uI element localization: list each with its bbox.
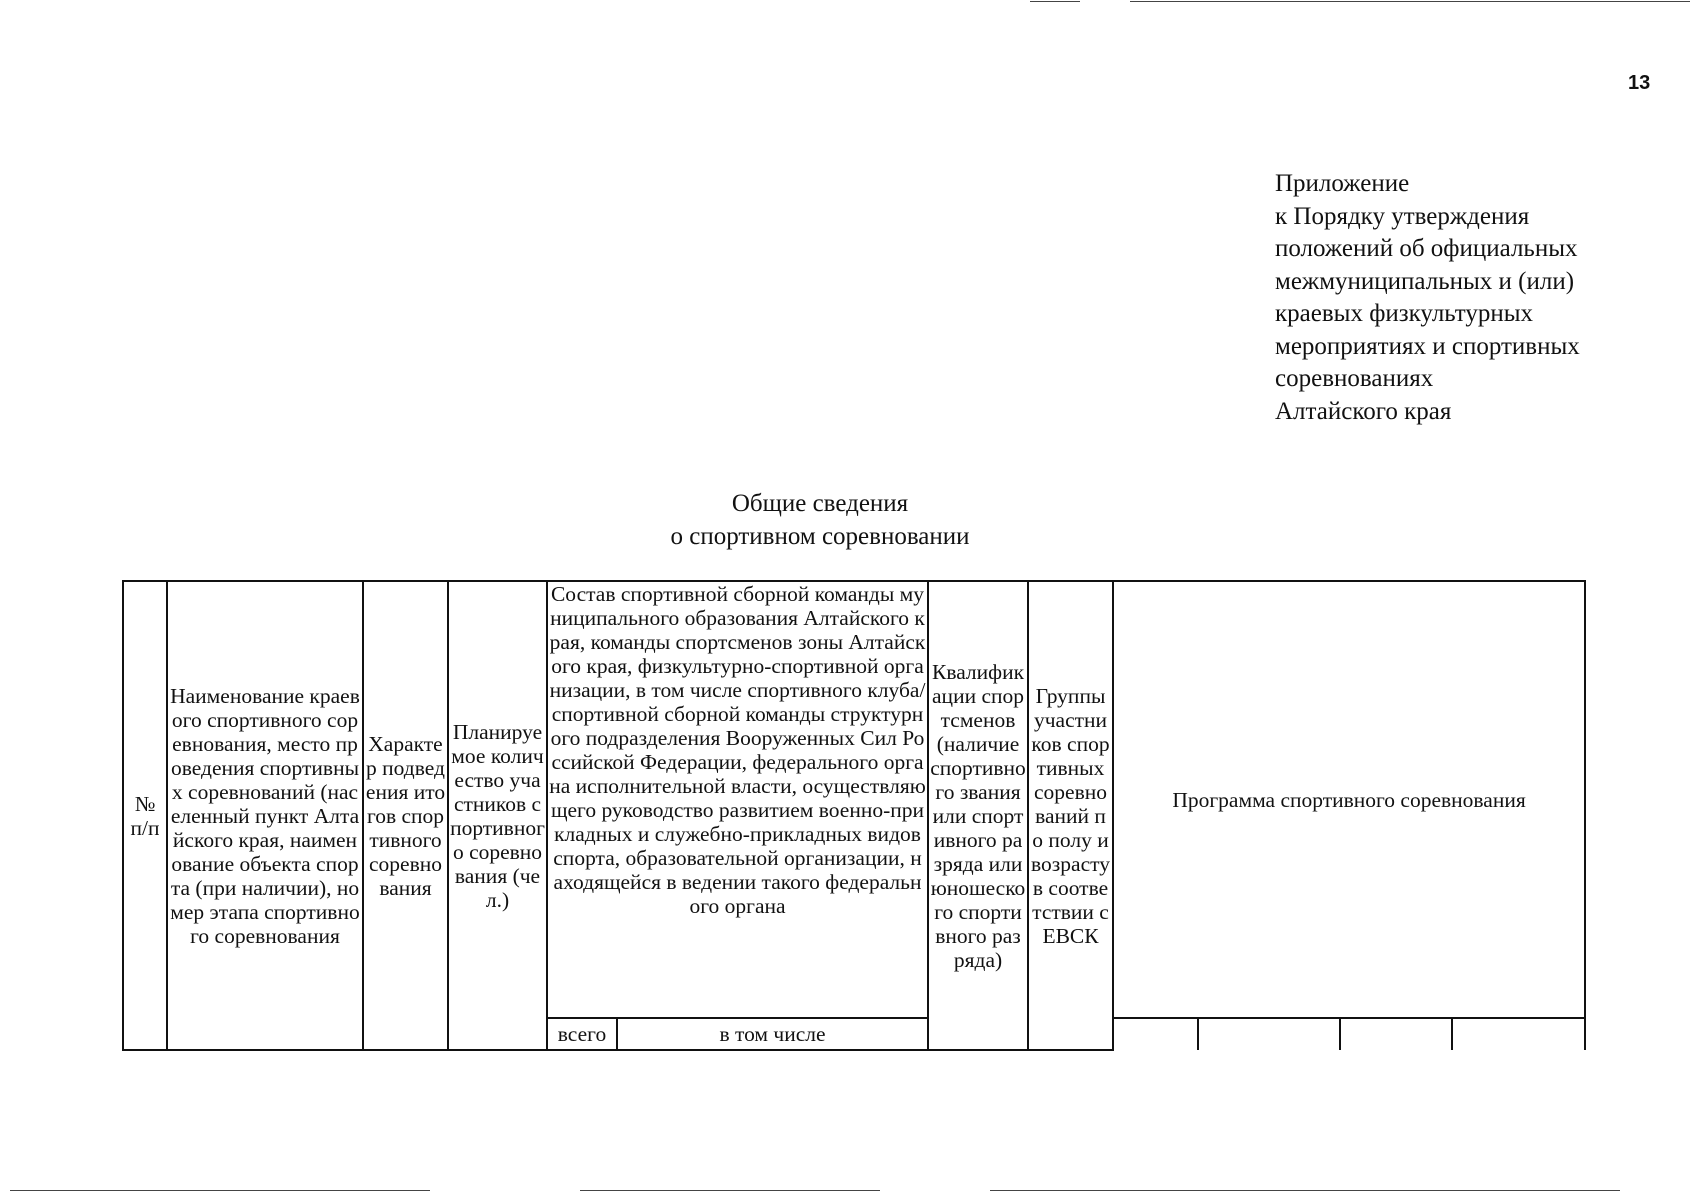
header-cell-planned: Планируемое количество участников спортивного соревнования (чел.)	[448, 581, 547, 1050]
appendix-line: соревнованиях	[1275, 365, 1434, 392]
scan-line-bottom	[990, 1190, 1620, 1191]
header-cell-number: № п/п	[123, 581, 167, 1050]
title-line-1: Общие сведения	[731, 490, 909, 517]
appendix-line: Приложение	[1275, 170, 1410, 197]
subheader-cell-including: в том числе	[617, 1018, 928, 1050]
page-number: 13	[1628, 72, 1651, 94]
appendix-line: положений об официальных	[1275, 235, 1578, 262]
appendix-line: межмуниципальных и (или)	[1275, 267, 1575, 295]
scan-line-top	[1030, 1, 1080, 2]
header-cell-name: Наименование краевого спортивного соревнования, место проведения спортивных соревнований (населенный пункт Алтайского края, наименование объекта спорта (при наличии), номер этапа спортивного соревнования	[167, 581, 363, 1050]
header-cell-character: Характер подведения итогов спортивного соревнования	[363, 581, 448, 1050]
header-cell-program: Программа спортивного соревнования	[1113, 581, 1585, 1018]
program-subcell	[1198, 1018, 1340, 1050]
appendix-block	[1275, 168, 1675, 428]
appendix-line: мероприятиях и спортивных	[1275, 332, 1580, 360]
appendix-line: к Порядку утверждения	[1275, 202, 1530, 230]
header-cell-team: Состав спортивной сборной команды муниципального образования Алтайского края, команды спортсменов зоны Алтайского края, физкультурно-спортивной организации, в том числе спортивного клуба/спортивной сборной команды структурного подразделения Вооруженных Сил Российской Федерации, федерального органа исполнительной власти, осуществляющего руководство развитием военно-прикладных и служебно-прикладных видов спорта, образовательной организации, находящейся в ведении такого федерального органа	[547, 581, 928, 1018]
title-line-2: о спортивном соревновании	[670, 523, 970, 550]
scan-line-bottom	[10, 1190, 430, 1191]
appendix-line: краевых физкультурных	[1275, 300, 1534, 327]
subheader-cell-total: всего	[547, 1018, 617, 1050]
appendix-line: Алтайского края	[1275, 397, 1452, 425]
competition-info-table	[122, 580, 1586, 1051]
header-cell-qualification: Квалификации спортсменов (наличие спортивного звания или спортивного разряда или юношеского спортивного разряда)	[928, 581, 1028, 1050]
scan-line-bottom	[580, 1190, 880, 1191]
program-subcell	[1340, 1018, 1452, 1050]
program-subcell	[1113, 1018, 1198, 1050]
header-cell-groups: Группы участников спортивных соревнований по полу и возрасту в соответствии с ЕВСК	[1028, 581, 1113, 1050]
scan-line-top	[1130, 1, 1690, 2]
program-subcell	[1452, 1018, 1585, 1050]
document-title	[600, 487, 1040, 553]
